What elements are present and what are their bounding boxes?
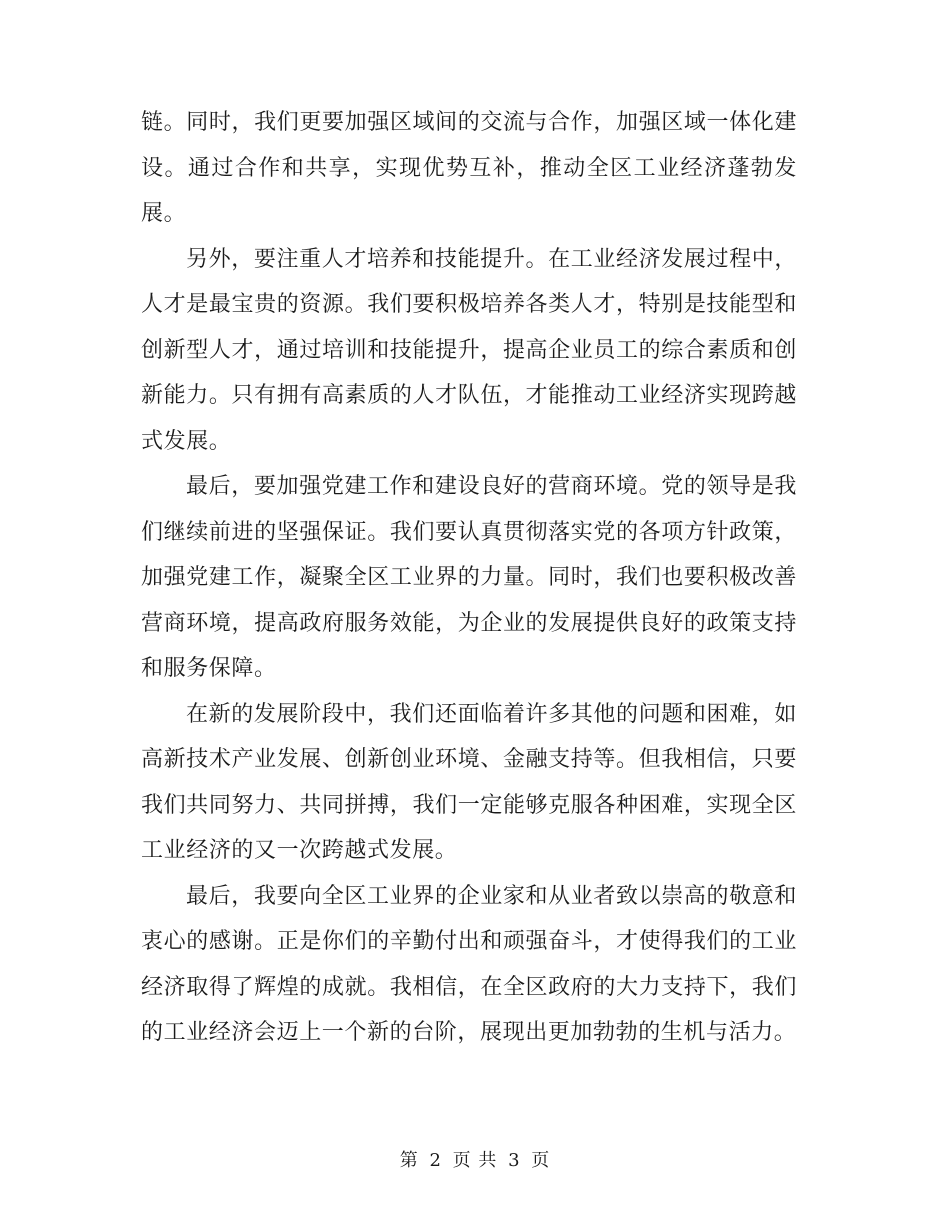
footer-prefix: 第 [399,1150,419,1171]
footer-current-page: 2 [429,1150,442,1171]
footer-suffix: 页 [531,1150,551,1171]
paragraph-continuation: 链。同时，我们更要加强区域间的交流与合作，加强区域一体化建设。通过合作和共享，实现优势互补，推动全区工业经济蓬勃发展。 [141,110,797,226]
paragraph-party-building: 最后，要加强党建工作和建设良好的营商环境。党的领导是我们继续前进的坚强保证。我们要认真贯彻落实党的各项方针政策，加强党建工作，凝聚全区工业界的力量。同时，我们也要积极改善营商环境，提高政府服务效能，为企业的发展提供良好的政策支持和服务保障。 [141,474,797,681]
footer-middle: 页 共 [452,1150,498,1171]
page-footer [0,1146,950,1172]
paragraph-gratitude: 最后，我要向全区工业界的企业家和从业者致以崇高的敬意和衷心的感谢。正是你们的辛勤付出和顽强奋斗，才使得我们的工业经济取得了辉煌的成就。我相信，在全区政府的大力支持下，我们的工业经济会迈上一个新的台阶，展现出更加勃勃的生机与活力。 [141,883,797,1045]
paragraph-talent: 另外，要注重人才培养和技能提升。在工业经济发展过程中，人才是最宝贵的资源。我们要积极培养各类人才，特别是技能型和创新型人才，通过培训和技能提升，提高企业员工的综合素质和创新能力。只有拥有高素质的人才队伍，才能推动工业经济实现跨越式发展。 [141,246,797,454]
paragraph-challenges: 在新的发展阶段中，我们还面临着许多其他的问题和困难，如高新技术产业发展、创新创业环境、金融支持等。但我相信，只要我们共同努力、共同拼搏，我们一定能够克服各种困难，实现全区工业经济的又一次跨越式发展。 [141,701,797,863]
document-body [141,100,797,1056]
footer-total-pages: 3 [508,1150,521,1171]
